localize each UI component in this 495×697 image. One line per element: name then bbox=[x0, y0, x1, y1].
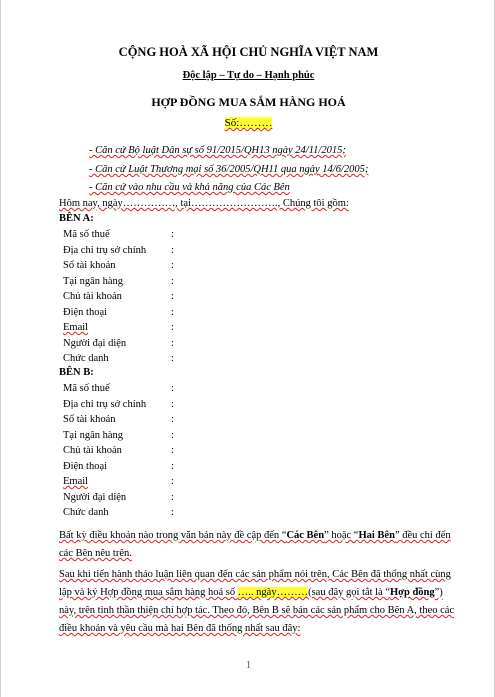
field-label: Địa chỉ trụ sở chính bbox=[63, 244, 147, 256]
page-number: 1 bbox=[245, 660, 252, 671]
field-label: Người đại diện bbox=[63, 337, 127, 349]
motto: Độc lập – Tự do – Hạnh phúc bbox=[182, 70, 315, 81]
field-label: Chức danh bbox=[63, 353, 109, 364]
field-label: Chức danh bbox=[63, 507, 109, 518]
para1-term-hai-ben: Hai Bên bbox=[358, 530, 395, 541]
field-colon: : bbox=[171, 260, 174, 271]
intro-line: Hôm nay, ngày……………, tại……………………., Chúng tôi gồm: bbox=[59, 198, 349, 209]
party-a-title: BÊN A: bbox=[59, 213, 94, 224]
field-colon: : bbox=[171, 414, 174, 425]
field-label: Số tài khoản bbox=[63, 260, 116, 271]
contract-title: HỢP ĐỒNG MUA SẮM HÀNG HOÁ bbox=[151, 95, 346, 109]
party-a-field-row bbox=[63, 322, 174, 333]
field-label: Điện thoại bbox=[63, 460, 108, 472]
field-colon: : bbox=[171, 476, 174, 487]
para2-term-hop-dong: Hợp đồng bbox=[390, 587, 435, 598]
para1-text-c: ” hoặc “ bbox=[324, 530, 359, 541]
field-colon: : bbox=[171, 322, 174, 333]
party-b-field-row bbox=[63, 445, 174, 456]
field-label: Email bbox=[63, 322, 89, 333]
para2-text-a: Sau khi tiến hành thảo luận liên quan đến các sản phẩm nói trên, Các Bên đã thống nhất cùng lập và ký Hợp đồng mua sắm hàng hoá số bbox=[59, 569, 451, 598]
para1-term-cac-ben: Các Bên bbox=[286, 530, 325, 541]
party-a-field-row bbox=[63, 245, 174, 256]
paragraph-parties-definition bbox=[59, 527, 459, 563]
field-label: Mã số thuế bbox=[63, 383, 110, 394]
party-a-field-row bbox=[63, 338, 174, 349]
field-label: Chủ tài khoản bbox=[63, 445, 122, 456]
field-label: Tại ngân hàng bbox=[63, 429, 124, 441]
field-label: Điện thoại bbox=[63, 306, 108, 318]
legal-basis-1: - Căn cứ Bộ luật Dân sự số 91/2015/QH13 ngày 24/11/2015; bbox=[89, 145, 346, 156]
field-label: Mã số thuế bbox=[63, 229, 110, 240]
para1-text-a: Bất kỳ điều khoản nào trong văn bản này đề cập đến “ bbox=[59, 530, 287, 541]
field-colon: : bbox=[171, 507, 174, 518]
party-b-field-row bbox=[63, 399, 174, 410]
party-b-field-row bbox=[63, 507, 174, 518]
field-label: Tại ngân hàng bbox=[63, 275, 124, 287]
field-colon: : bbox=[171, 244, 174, 256]
field-colon: : bbox=[171, 353, 174, 364]
party-b-field-row bbox=[63, 492, 174, 503]
legal-basis-2: - Căn cứ Luật Thương mại số 36/2005/QH11 qua ngày 14/6/2005; bbox=[89, 164, 369, 175]
contract-number bbox=[1, 117, 495, 129]
party-a-field-row bbox=[63, 229, 174, 240]
field-colon: : bbox=[171, 383, 174, 394]
party-b-field-row bbox=[63, 383, 174, 394]
field-colon: : bbox=[171, 398, 174, 410]
field-colon: : bbox=[171, 445, 174, 456]
legal-basis-3: - Căn cứ vào nhu cầu và khả năng của Các Bên bbox=[89, 182, 290, 193]
para1-text-e: ” đều chỉ đến các Bên nêu trên. bbox=[59, 530, 451, 559]
para2-text-c: (sau đây gọi tắt là “ bbox=[308, 587, 391, 598]
field-colon: : bbox=[171, 460, 174, 472]
party-b-title: BÊN B: bbox=[59, 367, 94, 378]
party-b-field-row bbox=[63, 461, 174, 472]
paragraph-agreement bbox=[59, 566, 459, 638]
field-label: Người đại diện bbox=[63, 491, 127, 503]
field-colon: : bbox=[171, 429, 174, 441]
party-a-field-row bbox=[63, 353, 174, 364]
party-b-field-row bbox=[63, 430, 174, 441]
party-a-field-row bbox=[63, 260, 174, 271]
party-a-field-row bbox=[63, 307, 174, 318]
para2-number-date: ….. ngày……… bbox=[237, 587, 309, 598]
party-b-field-row bbox=[63, 414, 174, 425]
field-colon: : bbox=[171, 306, 174, 318]
field-label: Chủ tài khoản bbox=[63, 291, 122, 302]
field-colon: : bbox=[171, 491, 174, 503]
field-colon: : bbox=[171, 275, 174, 287]
field-label: Số tài khoản bbox=[63, 414, 116, 425]
party-a-field-row bbox=[63, 291, 174, 302]
country-heading: CỘNG HOÀ XÃ HỘI CHỦ NGHĨA VIỆT NAM bbox=[118, 45, 379, 59]
para2-text-e: ”) này, trên tinh thần thiện chí hợp tác. Theo đó, Bên B sẽ bán các sản phẩm cho Bên A, theo các điều khoản và yêu cầu mà hai Bên đã thống nhất sau đây: bbox=[59, 587, 455, 634]
field-colon: : bbox=[171, 229, 174, 240]
field-label: Email bbox=[63, 476, 89, 487]
field-colon: : bbox=[171, 337, 174, 349]
party-a-field-row bbox=[63, 276, 174, 287]
contract-number-text: Số:……… bbox=[224, 117, 273, 129]
field-colon: : bbox=[171, 291, 174, 302]
party-b-field-row bbox=[63, 476, 174, 487]
field-label: Địa chỉ trụ sở chính bbox=[63, 398, 147, 410]
